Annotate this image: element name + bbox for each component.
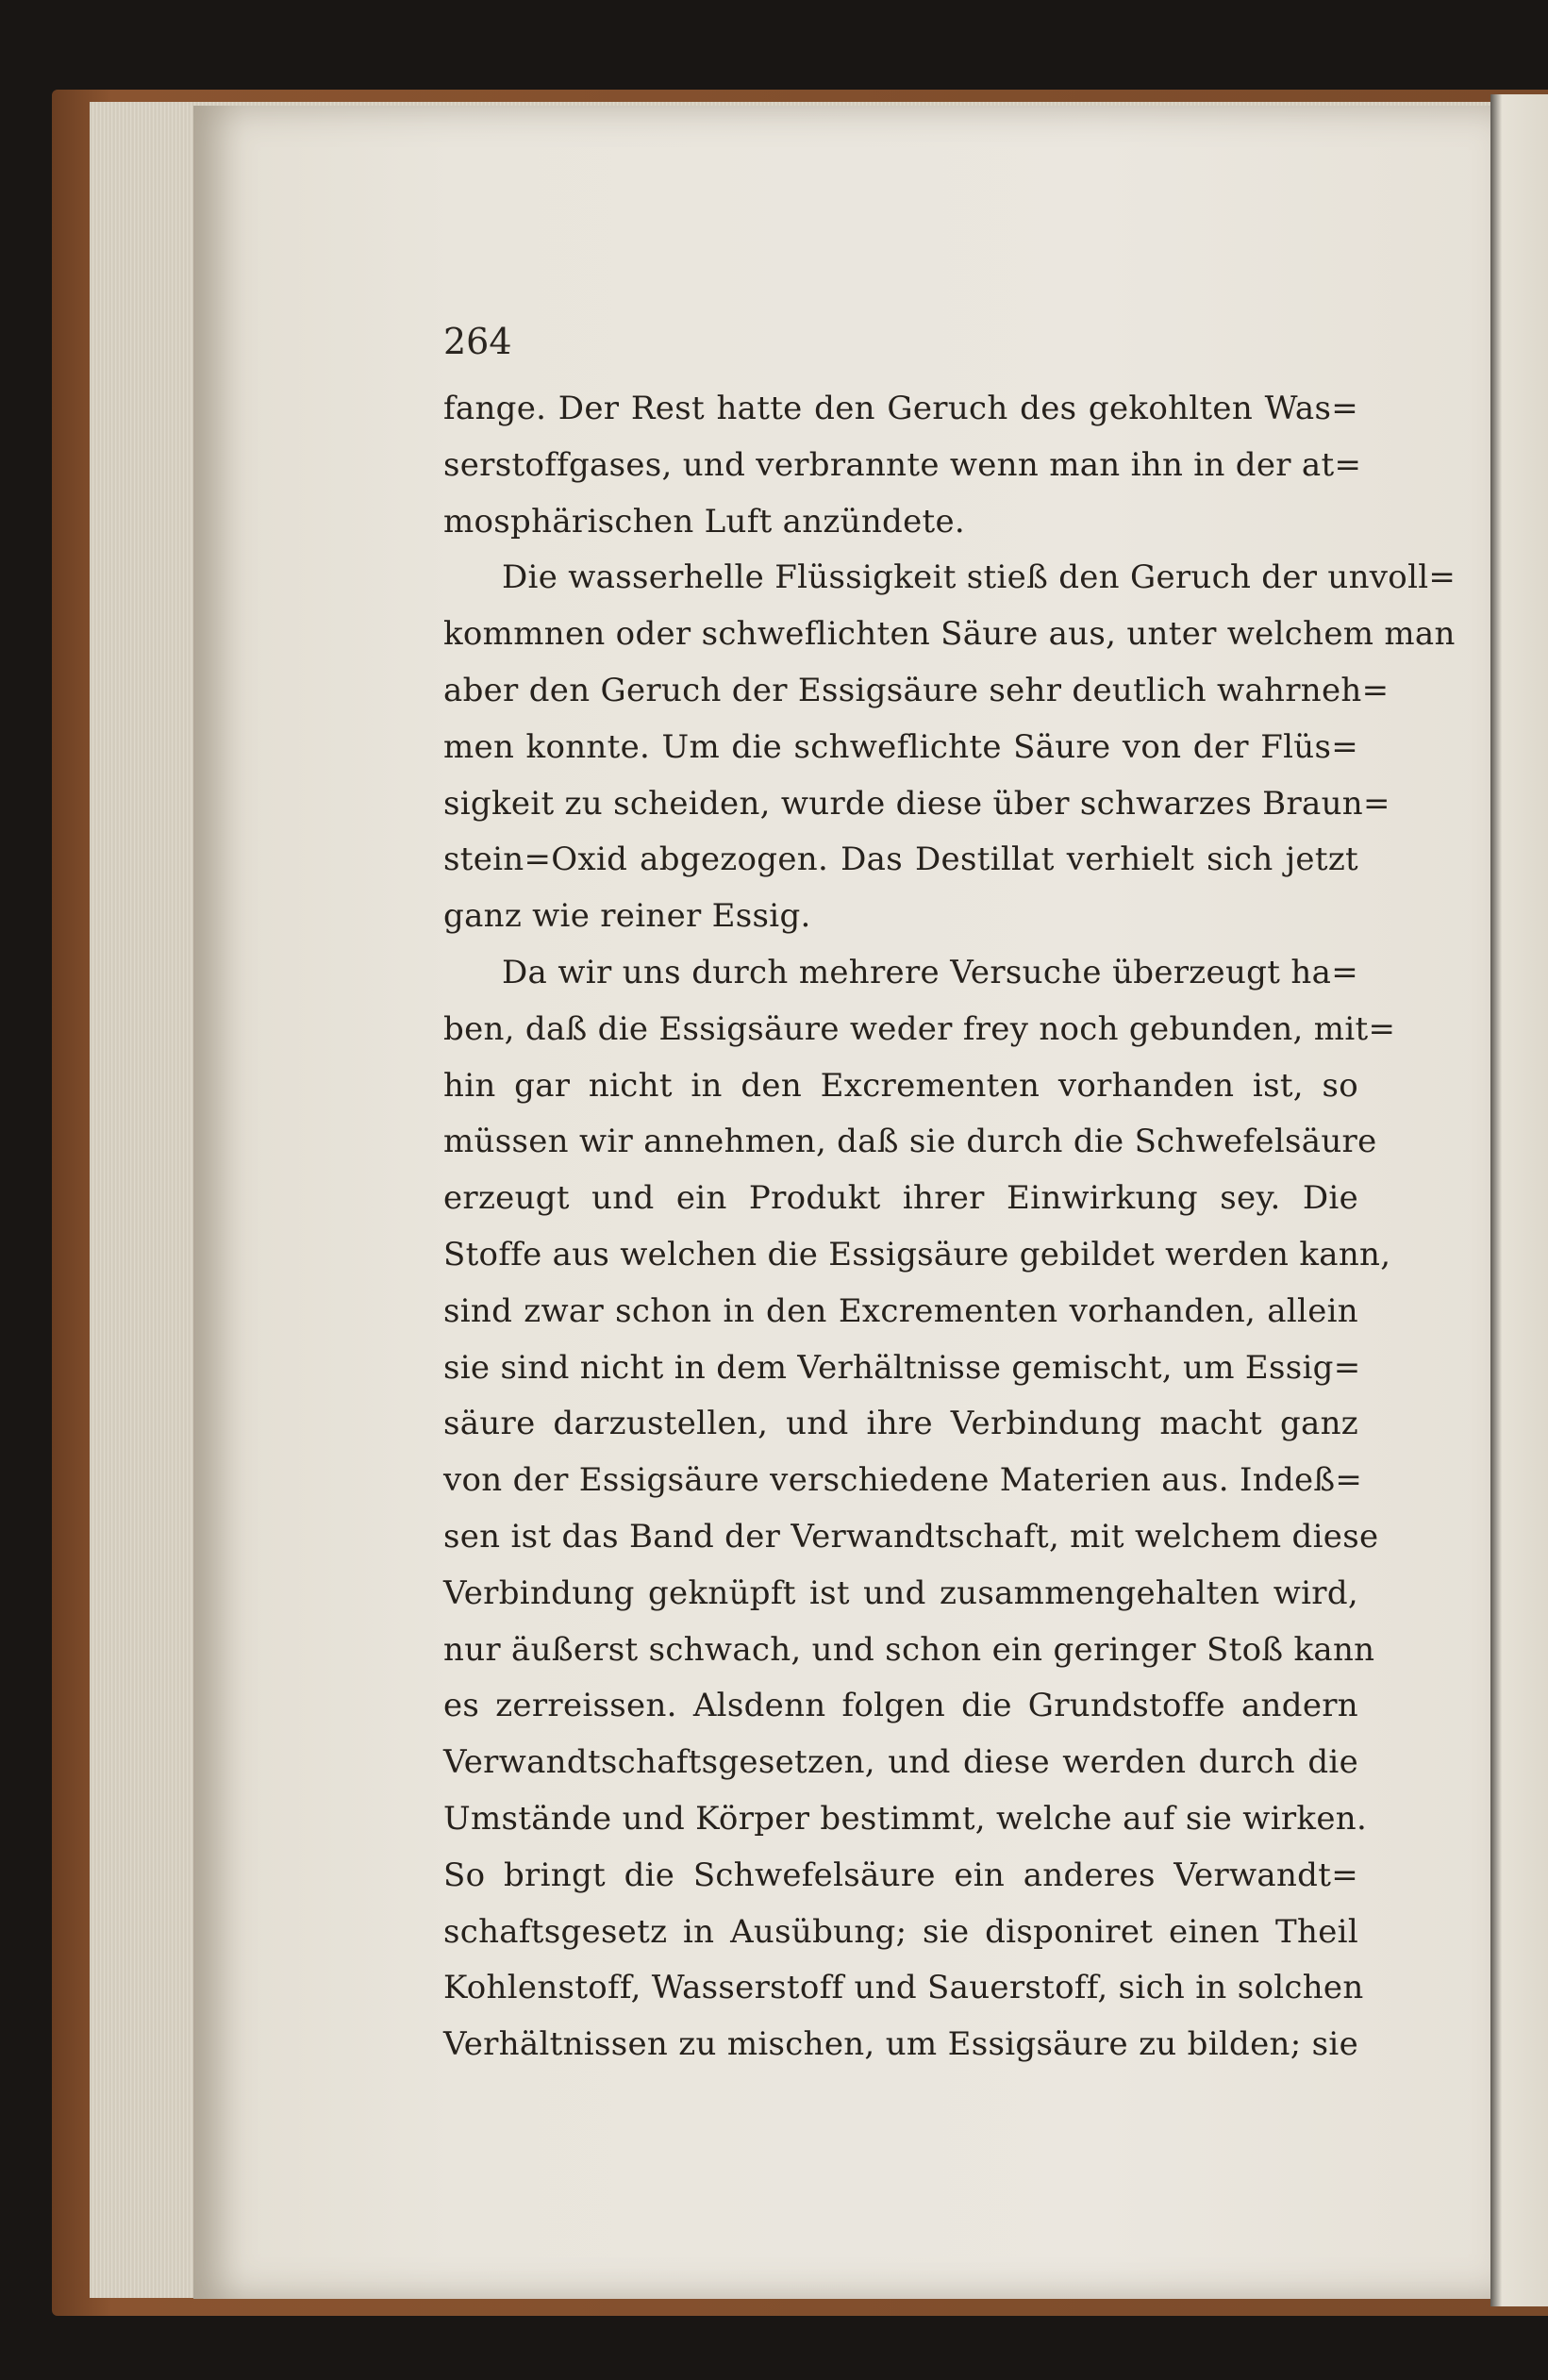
text-line: ben, daß die Essigsäure weder frey noch gebunden, mit= [443, 1009, 1396, 1048]
text-line: kommnen oder schweflichten Säure aus, unter welchem man [443, 615, 1456, 654]
text-line: sen ist das Band der Verwandtschaft, mit welchem diese [443, 1517, 1379, 1556]
text-line: sind zwar schon in den Excrementen vorhanden, allein [443, 1291, 1358, 1330]
text-line: schaftsgesetz in Ausübung; sie disponiret einen Theil [443, 1912, 1358, 1951]
text-line: hin gar nicht in den Excrementen vorhanden ist, so [443, 1066, 1358, 1105]
text-line: ganz wie reiner Essig. [443, 897, 811, 936]
text-line: fange. Der Rest hatte den Geruch des gekohlten Was= [443, 390, 1358, 427]
page-number: 264 [443, 321, 512, 362]
facing-page-edge [1490, 94, 1548, 2306]
text-line: erzeugt und ein Produkt ihrer Einwirkung sey. Die [443, 1179, 1358, 1218]
text-line: men konnte. Um die schweflichte Säure von der Flüs= [443, 727, 1358, 766]
text-line: Verwandtschaftsgesetzen, und diese werden durch die [443, 1743, 1358, 1782]
text-line: sigkeit zu scheiden, wurde diese über schwarzes Braun= [443, 784, 1390, 823]
text-line: Da wir uns durch mehrere Versuche überzeugt ha= [502, 953, 1358, 991]
text-line: Verhältnissen zu mischen, um Essigsäure zu bilden; sie [443, 2025, 1358, 2064]
text-line: es zerreissen. Alsdenn folgen die Grundstoffe andern [443, 1687, 1358, 1725]
page-body-text [443, 381, 1456, 2073]
text-line: mosphärischen Luft anzündete. [443, 502, 966, 541]
text-line: Die wasserhelle Flüssigkeit stieß den Geruch der unvoll= [502, 558, 1456, 597]
text-line: von der Essigsäure verschiedene Materien aus. Indeß= [443, 1461, 1363, 1500]
text-line: Stoffe aus welchen die Essigsäure gebildet werden kann, [443, 1235, 1391, 1273]
text-line: müssen wir annehmen, daß sie durch die Schwefelsäure [443, 1123, 1377, 1161]
text-line: nur äußerst schwach, und schon ein geringer Stoß kann [443, 1630, 1375, 1669]
text-line: So bringt die Schwefelsäure ein anderes Verwandt= [443, 1856, 1358, 1894]
text-line: aber den Geruch der Essigsäure sehr deutlich wahrneh= [443, 671, 1390, 709]
text-line: säure darzustellen, und ihre Verbindung macht ganz [443, 1405, 1358, 1443]
text-line: stein=Oxid abgezogen. Das Destillat verhielt sich jetzt [443, 840, 1358, 879]
text-line: serstoffgases, und verbrannte wenn man ihn in der at= [443, 445, 1362, 484]
text-line: Kohlenstoff, Wasserstoff und Sauerstoff, sich in solchen [443, 1969, 1364, 2007]
text-line: sie sind nicht in dem Verhältnisse gemischt, um Essig= [443, 1348, 1361, 1387]
text-line: Umstände und Körper bestimmt, welche auf sie wirken. [443, 1799, 1368, 1838]
text-line: Verbindung geknüpft ist und zusammengehalten wird, [443, 1573, 1358, 1612]
